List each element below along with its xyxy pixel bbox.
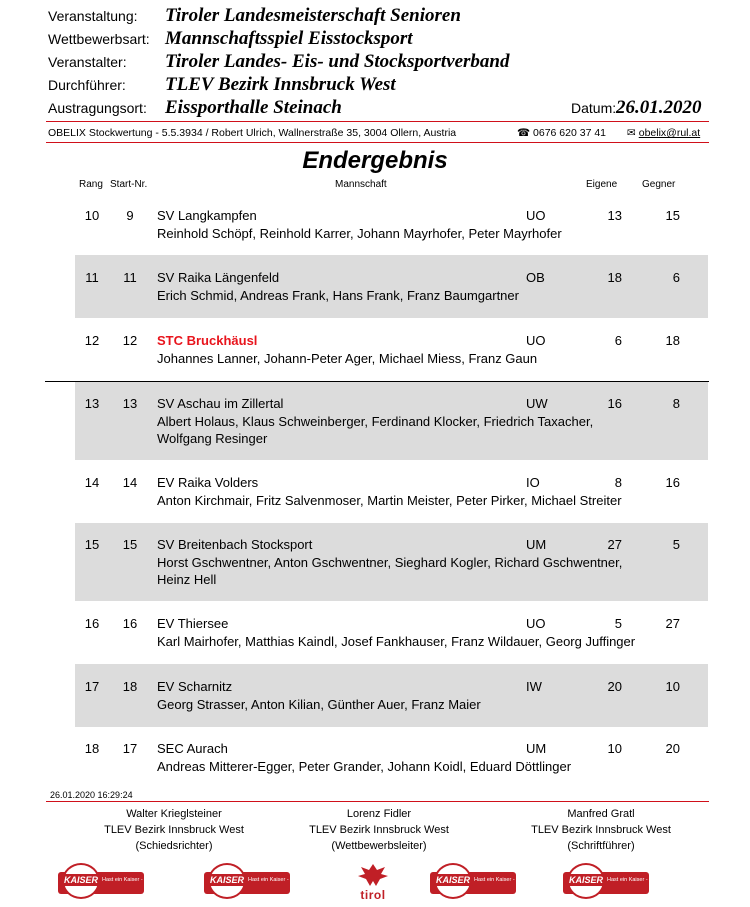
kaiser-logo bbox=[563, 863, 684, 899]
members-line: Reinhold Schöpf, Reinhold Karrer, Johann Mayrhofer, Peter Mayrhofer bbox=[157, 226, 562, 241]
team-members bbox=[157, 225, 657, 242]
sponsor-brand: KAISER bbox=[207, 874, 247, 886]
team-members bbox=[157, 758, 657, 775]
team-name: SV Raika Längenfeld bbox=[157, 270, 280, 285]
result-row bbox=[75, 318, 708, 380]
sponsor-slogan: Hast ein Kaiser - bist ein Kaiser bbox=[248, 877, 325, 883]
official-competition-lead bbox=[279, 806, 479, 854]
result-row bbox=[75, 664, 708, 727]
start-number: 11 bbox=[123, 270, 137, 285]
members-line: Albert Holaus, Klaus Schweinberger, Ferdinand Klocker, Friedrich Taxacher, bbox=[157, 414, 594, 429]
members-line: Horst Gschwentner, Anton Gschwentner, Sieghard Kogler, Richard Gschwentner, bbox=[157, 555, 623, 570]
members-line: Georg Strasser, Anton Kilian, Günther Auer, Franz Maier bbox=[157, 697, 481, 712]
col-header-rank: Rang bbox=[79, 179, 103, 190]
page-title: Endergebnis bbox=[302, 147, 448, 174]
team-region: OB bbox=[526, 270, 545, 285]
own-score: 8 bbox=[614, 475, 622, 490]
official-role: (Schiedsrichter) bbox=[135, 840, 213, 852]
opponent-score: 27 bbox=[665, 616, 680, 631]
start-number: 18 bbox=[122, 679, 138, 694]
result-row bbox=[75, 727, 708, 787]
team-region: UO bbox=[526, 333, 546, 348]
print-timestamp: 26.01.2020 16:29:24 bbox=[50, 790, 133, 800]
official-org: TLEV Bezirk Innsbruck West bbox=[309, 824, 449, 836]
kaiser-logo bbox=[58, 863, 179, 899]
rank: 14 bbox=[84, 475, 100, 490]
start-number: 12 bbox=[122, 333, 138, 348]
members-line: Karl Mairhofer, Matthias Kaindl, Josef Fankhauser, Franz Wildauer, Georg Juffinger bbox=[157, 634, 636, 649]
rank: 12 bbox=[84, 333, 100, 348]
team-name: EV Thiersee bbox=[157, 616, 229, 631]
team-region: IW bbox=[526, 679, 542, 694]
kaiser-logo bbox=[430, 863, 551, 899]
own-score: 20 bbox=[607, 679, 622, 694]
official-name: Manfred Gratl bbox=[567, 808, 635, 820]
sponsor-slogan: Hast ein Kaiser - bist ein Kaiser bbox=[474, 877, 551, 883]
rank: 15 bbox=[84, 537, 100, 552]
rank: 17 bbox=[84, 679, 100, 694]
sponsor-brand: KAISER bbox=[433, 874, 473, 886]
official-org: TLEV Bezirk Innsbruck West bbox=[531, 824, 671, 836]
result-row bbox=[75, 382, 708, 460]
team-members bbox=[157, 554, 697, 588]
venue-value: Eissporthalle Steinach bbox=[165, 97, 342, 118]
own-score: 13 bbox=[607, 208, 622, 223]
own-score: 6 bbox=[614, 333, 622, 348]
opponent-score: 10 bbox=[665, 679, 680, 694]
event-label: Veranstaltung: bbox=[48, 8, 138, 24]
opponent-score: 8 bbox=[672, 396, 680, 411]
col-header-opponent: Gegner bbox=[642, 179, 676, 190]
header-divider bbox=[46, 121, 709, 122]
team-region: UO bbox=[526, 616, 546, 631]
members-line: Andreas Mitterer-Egger, Peter Grander, Johann Koidl, Eduard Döttlinger bbox=[157, 759, 572, 774]
official-name: Walter Krieglsteiner bbox=[126, 808, 222, 820]
tirol-logo bbox=[352, 862, 394, 902]
members-line: Wolfgang Resinger bbox=[157, 431, 268, 446]
event-value: Tiroler Landesmeisterschaft Senioren bbox=[165, 5, 461, 26]
team-name: EV Scharnitz bbox=[157, 679, 233, 694]
phone-icon: ☎ bbox=[517, 127, 531, 139]
competition-type-label: Wettbewerbsart: bbox=[48, 31, 150, 47]
venue-label: Austragungsort: bbox=[48, 100, 147, 116]
footer-divider bbox=[46, 801, 709, 802]
team-name: SEC Aurach bbox=[157, 741, 228, 756]
members-line: Johannes Lanner, Johann-Peter Ager, Michael Miess, Franz Gaun bbox=[157, 351, 538, 366]
rank: 10 bbox=[84, 208, 100, 223]
date-label: Datum: bbox=[571, 100, 617, 116]
sponsor-slogan: Hast ein Kaiser - bist ein Kaiser bbox=[607, 877, 684, 883]
organizer-label: Veranstalter: bbox=[48, 54, 127, 70]
result-row bbox=[75, 195, 708, 255]
result-row bbox=[75, 255, 708, 318]
team-name-highlighted: STC Bruckhäusl bbox=[157, 333, 258, 348]
rank: 18 bbox=[84, 741, 100, 756]
result-row bbox=[75, 460, 708, 523]
sponsor-brand: KAISER bbox=[61, 874, 101, 886]
team-name: SV Langkampfen bbox=[157, 208, 257, 223]
phone-contact bbox=[517, 127, 606, 139]
result-row bbox=[75, 523, 708, 601]
team-members bbox=[157, 696, 657, 713]
official-org: TLEV Bezirk Innsbruck West bbox=[104, 824, 244, 836]
competition-type-value: Mannschaftsspiel Eisstocksport bbox=[165, 28, 413, 49]
sponsor-slogan: Hast ein Kaiser - bist ein Kaiser bbox=[102, 877, 179, 883]
team-region: UO bbox=[526, 208, 546, 223]
organizer-value: Tiroler Landes- Eis- und Stocksportverband bbox=[165, 51, 510, 72]
team-members bbox=[157, 413, 697, 447]
eagle-icon bbox=[352, 862, 394, 888]
team-name: SV Aschau im Zillertal bbox=[157, 396, 284, 411]
rank: 13 bbox=[84, 396, 100, 411]
col-header-team: Mannschaft bbox=[335, 179, 387, 190]
date-value: 26.01.2020 bbox=[616, 97, 702, 118]
opponent-score: 5 bbox=[672, 537, 680, 552]
members-line: Heinz Hell bbox=[157, 572, 217, 587]
rank: 11 bbox=[85, 270, 99, 285]
opponent-score: 15 bbox=[665, 208, 680, 223]
executor-value: TLEV Bezirk Innsbruck West bbox=[165, 74, 396, 95]
own-score: 27 bbox=[607, 537, 622, 552]
email-contact bbox=[627, 127, 700, 139]
team-name: SV Breitenbach Stocksport bbox=[157, 537, 313, 552]
official-role: (Schriftführer) bbox=[567, 840, 635, 852]
start-number: 13 bbox=[122, 396, 138, 411]
executor-label: Durchführer: bbox=[48, 77, 126, 93]
team-region: IO bbox=[526, 475, 540, 490]
col-header-own: Eigene bbox=[586, 179, 618, 190]
team-region: UM bbox=[526, 537, 547, 552]
team-members bbox=[157, 287, 657, 304]
members-line: Anton Kirchmair, Fritz Salvenmoser, Martin Meister, Peter Pirker, Michael Streiter bbox=[157, 493, 622, 508]
own-score: 18 bbox=[607, 270, 622, 285]
email-link[interactable]: obelix@rul.at bbox=[638, 127, 701, 139]
team-name: EV Raika Volders bbox=[157, 475, 259, 490]
own-score: 10 bbox=[607, 741, 622, 756]
start-number: 15 bbox=[122, 537, 138, 552]
contact-divider bbox=[46, 142, 709, 143]
team-region: UM bbox=[526, 741, 547, 756]
start-number: 9 bbox=[126, 208, 134, 223]
team-region: UW bbox=[526, 396, 548, 411]
opponent-score: 20 bbox=[665, 741, 680, 756]
team-members bbox=[157, 492, 697, 509]
tirol-wordmark: tirol bbox=[360, 888, 386, 902]
opponent-score: 16 bbox=[665, 475, 680, 490]
official-referee bbox=[74, 806, 274, 854]
start-number: 14 bbox=[122, 475, 138, 490]
own-score: 16 bbox=[607, 396, 622, 411]
sponsor-brand: KAISER bbox=[566, 874, 606, 886]
start-number: 16 bbox=[122, 616, 138, 631]
own-score: 5 bbox=[614, 616, 622, 631]
team-members bbox=[157, 350, 657, 367]
members-line: Erich Schmid, Andreas Frank, Hans Frank, Franz Baumgartner bbox=[157, 288, 519, 303]
phone-number: 0676 620 37 41 bbox=[533, 127, 607, 139]
official-role: (Wettbewerbsleiter) bbox=[331, 840, 427, 852]
start-number: 17 bbox=[122, 741, 138, 756]
rank: 16 bbox=[84, 616, 100, 631]
official-name: Lorenz Fidler bbox=[346, 808, 412, 820]
opponent-score: 6 bbox=[672, 270, 680, 285]
col-header-start: Start-Nr. bbox=[110, 179, 148, 190]
kaiser-logo bbox=[204, 863, 325, 899]
official-secretary bbox=[501, 806, 701, 854]
software-credit: OBELIX Stockwertung - 5.5.3934 / Robert Ulrich, Wallnerstraße 35, 3004 Ollern, Austria bbox=[48, 127, 457, 139]
team-members bbox=[157, 633, 697, 650]
result-row bbox=[75, 601, 708, 664]
envelope-icon: ✉ bbox=[627, 127, 636, 139]
opponent-score: 18 bbox=[665, 333, 680, 348]
